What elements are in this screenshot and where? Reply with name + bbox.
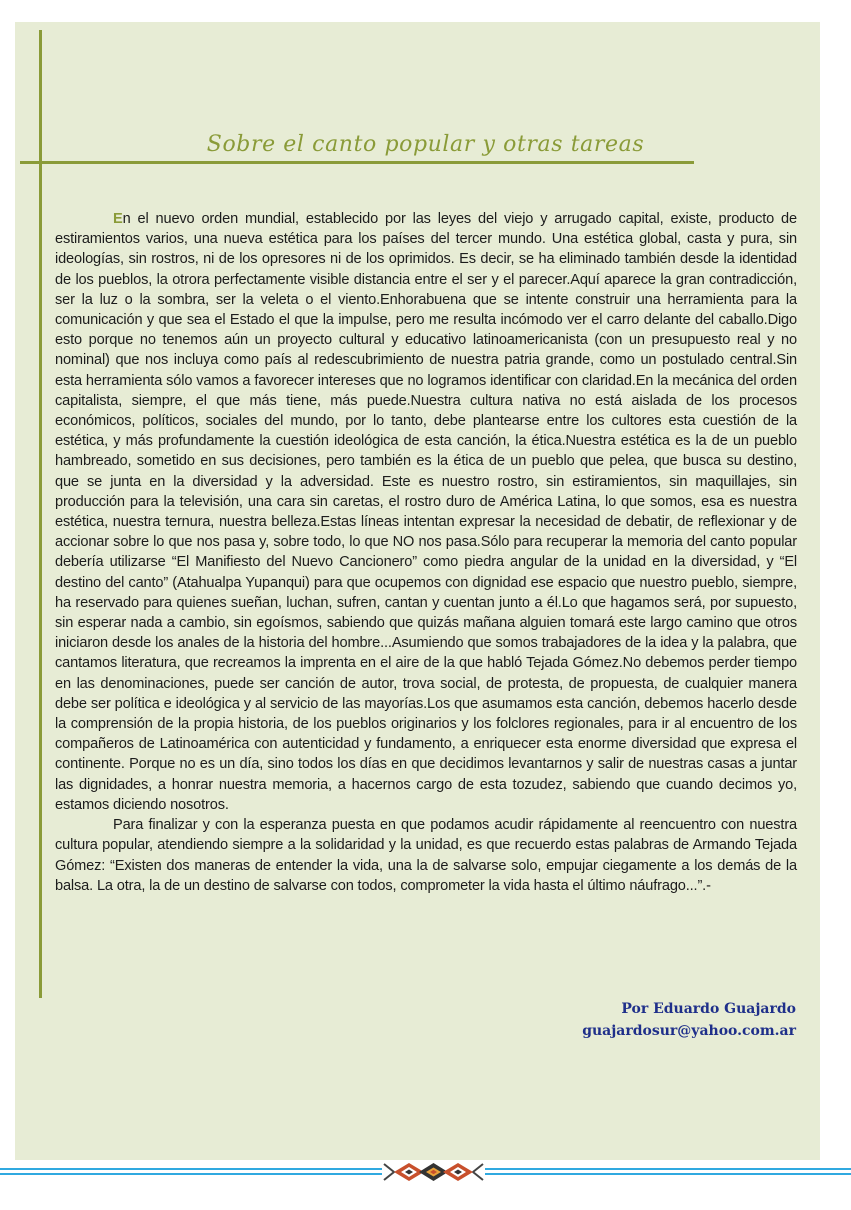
footer-line-right: [485, 1168, 851, 1176]
paragraph-1-text: n el nuevo orden mundial, establecido por las leyes del viejo y arrugado capital, existe, producto de estiramientos varios, una nueva estética para los países del tercer mundo. Una estética global, casta y pura, sin ideologías, sin rostros, ni de los opresores ni de los oprimidos. Es decir, se ha eliminado también desde la identidad de los pueblos, la otrora perfectamente visible distancia entre el ser y el parecer.Aquí aparece la gran contradicción, ser la luz o la sombra, ser la veleta o el viento.Enhorabuena que se intente construir una herramienta para la comunicación y que sea el Estado el que la impulse, pero me resulta incómodo ver el carro delante del caballo.Digo esto porque no tenemos aún un proyecto cultural y educativo latinoamericanista (con un presupuesto real y no nominal) que nos incluya como país al redescubrimiento de nuestra patria grande, como un postulado central.Sin esta herramienta sólo vamos a favorecer intereses que no logramos identificar con claridad.En la mecánica del orden capitalista, siempre, el que más tiene, más puede.Nuestra cultura nativa no está aislada de los procesos económicos, políticos, sociales del mundo, por lo tanto, debe plantearse entre los cultores esta cuestión de la estética, y más profundamente la cuestión ideológica de esta canción, la ética.Nuestra estética es la de un pueblo hambreado, sometido en sus decisiones, pero también es la ética de un pueblo que pelea, que busca su destino, que se junta en la diversidad y la adversidad. Este es nuestro rostro, sin estiramientos, sin maquillajes, sin producción para la televisión, una cara sin caretas, el rostro duro de América Latina, lo que somos, esa es nuestra estética, nuestra ternura, nuestra belleza.Estas líneas intentan expresar la necesidad de debatir, de reflexionar y de accionar sobre lo que nos pasa y, sobre todo, lo que NO nos pasa.Sólo para recuperar la memoria del canto popular debería utilizarse “El Manifiesto del Nuevo Cancionero” como piedra angular de la unidad en la diversidad, y “El destino del canto” (Atahualpa Yupanqui) para que ocupemos con dignidad ese espacio que nuestro pueblo, siempre, ha reservado para quienes sueñan, luchan, sufren, cantan y cuentan junto a él.Lo que hagamos será, por supuesto, sin esperar nada a cambio, sin egoísmos, sabiendo que quizás mañana alguien tomará este largo camino que otros iniciaron desde los anales de la historia del hombre...Asumiendo que somos trabajadores de la idea y la palabra, que cantamos literatura, que recreamos la imprenta en el aire de la que habló Tejada Gómez.No debemos perder tiempo en las denominaciones, puede ser canción de autor, trova social, de protesta, de propuesta, de cualquier manera debe ser política e ideológica y al servicio de las mayorías.Los que asumamos esta canción, debemos hacerlo desde la comprensión de la propia historia, de los pueblos originarios y los folclores regionales, para ir al encuentro de los compañeros de Latinoamérica con autenticidad y fundamento, a enriquecer esta enorme diversidad que expresa el continente. Porque no es un día, sino todos los días en que decidimos levantarnos y salir de nuestras casas a juntar las dignidades, a honrar nuestra memoria, a hacernos cargo de esta tozudez, sabiendo que cuando decimos yo, estamos diciendo nosotros.: [55, 211, 797, 813]
initial-letter: E: [113, 211, 123, 227]
author-email[interactable]: guajardosur@yahoo.com.ar: [582, 1023, 796, 1039]
article-title: Sobre el canto popular y otras tareas: [206, 132, 645, 157]
vertical-rule: [39, 30, 42, 998]
paragraph-1: [55, 209, 797, 815]
article-body: [55, 209, 797, 896]
signature-block: [582, 998, 796, 1042]
paragraph-2: Para finalizar y con la esperanza puesta en que podamos acudir rápidamente al reencuentro con nuestra cultura popular, atendiendo siempre a la solidaridad y la unidad, es que recuerdo estas palabras de Armando Tejada Gómez: “Existen dos maneras de entender la vida, una la de salvarse solo, empujar ciegamente a los demás de la balsa. La otra, la de un destino de salvarse con todos, comprometer la vida hasta el último náufrago...”.-: [55, 817, 797, 894]
footer-line-left: [0, 1168, 382, 1176]
title-rule: [20, 161, 694, 164]
andean-geometric-ornament-icon: [382, 1160, 485, 1184]
author-name: Por Eduardo Guajardo: [621, 1001, 796, 1017]
